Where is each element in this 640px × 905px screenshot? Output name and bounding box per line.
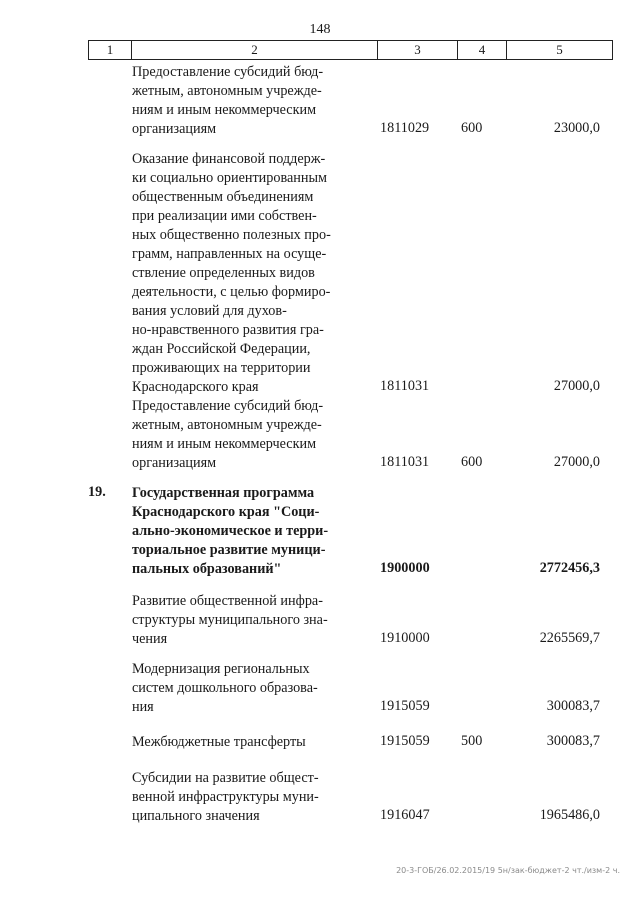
row-amount: 2772456,3 bbox=[539, 560, 600, 576]
description-line: ждан Российской Федерации, bbox=[132, 341, 311, 357]
description-line: Развитие общественной инфра- bbox=[132, 593, 323, 609]
row-code: 1811031 bbox=[380, 378, 430, 394]
description-line: Предоставление субсидий бюд- bbox=[132, 398, 324, 414]
column-header-1: 1 bbox=[89, 41, 132, 60]
row-code: 1915059 bbox=[380, 733, 430, 749]
row-code: 1910000 bbox=[380, 630, 430, 646]
column-header-table bbox=[88, 40, 613, 60]
description-line: ствление определенных видов bbox=[132, 265, 315, 281]
description-line: ториальное развитие муници- bbox=[132, 542, 326, 558]
description-line: чения bbox=[132, 631, 168, 647]
row-amount: 300083,7 bbox=[546, 733, 600, 749]
row-description bbox=[132, 592, 352, 649]
description-line: проживающих на территории bbox=[132, 360, 311, 376]
column-header-row bbox=[89, 41, 613, 60]
row-description bbox=[132, 769, 352, 826]
column-header-4: 4 bbox=[458, 41, 507, 60]
document-footer-stamp: 20-3-ГОБ/26.02.2015/19 5н/зак-бюджет-2 чт./изм-2 ч. bbox=[396, 866, 620, 875]
row-amount: 1965486,0 bbox=[539, 807, 600, 823]
description-line: организациям bbox=[132, 455, 217, 471]
row-description bbox=[132, 484, 352, 579]
description-line: грамм, направленных на осуще- bbox=[132, 246, 327, 262]
description-line: ниям и иным некоммерческим bbox=[132, 102, 317, 118]
description-line: Модернизация региональных bbox=[132, 661, 310, 677]
column-header-3: 3 bbox=[378, 41, 458, 60]
row-description bbox=[132, 733, 352, 752]
description-line: ки социально ориентированным bbox=[132, 170, 327, 186]
description-line: Оказание финансовой поддерж- bbox=[132, 151, 326, 167]
description-line: при реализации ими собствен- bbox=[132, 208, 317, 224]
description-line: Краснодарского края "Соци- bbox=[132, 504, 320, 520]
row-description bbox=[132, 63, 352, 139]
description-line: Государственная программа bbox=[132, 485, 315, 501]
row-code: 1916047 bbox=[380, 807, 430, 823]
row-amount: 300083,7 bbox=[546, 698, 600, 714]
description-line: ниям и иным некоммерческим bbox=[132, 436, 317, 452]
description-line: Субсидии на развитие общест- bbox=[132, 770, 319, 786]
page-number: 148 bbox=[309, 22, 331, 37]
description-line: ципального значения bbox=[132, 808, 260, 824]
row-description bbox=[132, 660, 352, 717]
description-line: но-нравственного развития гра- bbox=[132, 322, 324, 338]
row-amount: 27000,0 bbox=[553, 378, 600, 394]
row-description bbox=[132, 397, 352, 473]
row-amount: 2265569,7 bbox=[539, 630, 600, 646]
description-line: организациям bbox=[132, 121, 217, 137]
description-line: ния bbox=[132, 699, 154, 715]
description-line: венной инфраструктуры муни- bbox=[132, 789, 319, 805]
column-header-5: 5 bbox=[507, 41, 613, 60]
description-line: систем дошкольного образова- bbox=[132, 680, 318, 696]
description-line: деятельности, с целью формиро- bbox=[132, 284, 331, 300]
description-line: структуры муниципального зна- bbox=[132, 612, 328, 628]
description-line: вания условий для духов- bbox=[132, 303, 287, 319]
row-description bbox=[132, 150, 352, 397]
row-amount: 27000,0 bbox=[553, 454, 600, 470]
row-code: 1811031 bbox=[380, 454, 430, 470]
description-line: жетным, автономным учрежде- bbox=[132, 83, 322, 99]
column-header-2: 2 bbox=[132, 41, 378, 60]
row-code: 1915059 bbox=[380, 698, 430, 714]
description-line: ных общественно полезных про- bbox=[132, 227, 331, 243]
row-number: 19. bbox=[88, 484, 106, 500]
row-amount: 23000,0 bbox=[553, 120, 600, 136]
description-line: ально-экономическое и терри- bbox=[132, 523, 329, 539]
row-expense-type: 600 bbox=[461, 120, 483, 136]
description-line: общественным объединениям bbox=[132, 189, 314, 205]
description-line: пальных образований" bbox=[132, 561, 282, 577]
row-code: 1811029 bbox=[380, 120, 430, 136]
description-line: Межбюджетные трансферты bbox=[132, 734, 306, 750]
description-line: жетным, автономным учрежде- bbox=[132, 417, 322, 433]
description-line: Краснодарского края bbox=[132, 379, 259, 395]
row-code: 1900000 bbox=[380, 560, 430, 576]
description-line: Предоставление субсидий бюд- bbox=[132, 64, 324, 80]
row-expense-type: 500 bbox=[461, 733, 483, 749]
row-expense-type: 600 bbox=[461, 454, 483, 470]
